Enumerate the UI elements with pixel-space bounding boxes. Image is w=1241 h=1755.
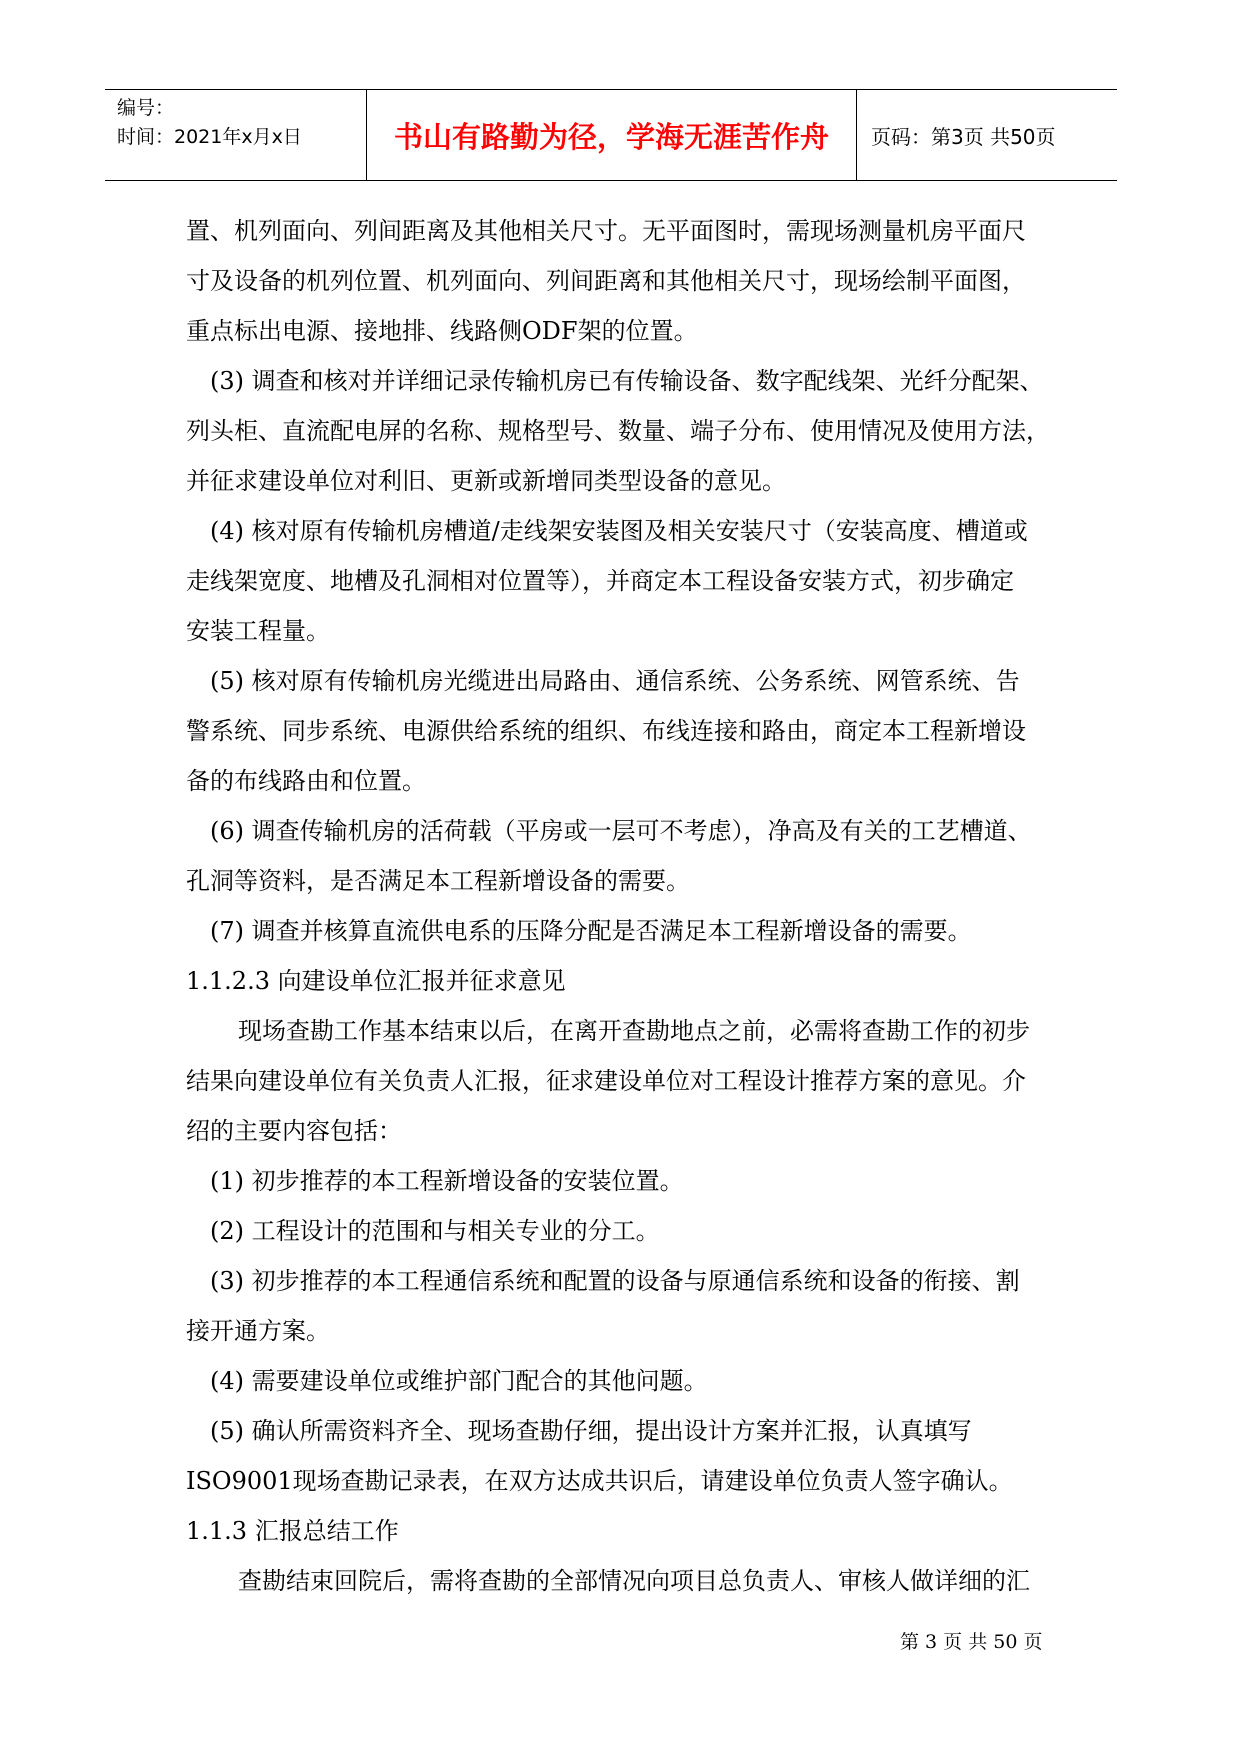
paragraph-start: 查勘结束回院后，需将查勘的全部情况向项目总负责人、审核人做详细的汇: [238, 1567, 1030, 1595]
body-line: 重点标出电源、接地排、线路侧ODF架的位置。: [186, 317, 698, 345]
document-date: 时间：2021年x月x日: [117, 126, 302, 148]
list-item-5: (5) 确认所需资料齐全、现场查勘仔细，提出设计方案并汇报，认真填写: [210, 1417, 972, 1445]
list-item-1: (1) 初步推荐的本工程新增设备的安装位置。: [210, 1167, 684, 1195]
list-item-5: (5) 核对原有传输机房光缆进出局路由、通信系统、公务系统、网管系统、告: [210, 667, 1020, 695]
body-line: 绍的主要内容包括：: [186, 1117, 402, 1145]
body-line: 备的布线路由和位置。: [186, 767, 426, 795]
body-line: 安装工程量。: [186, 617, 330, 645]
body-line: 置、机列面向、列间距离及其他相关尺寸。无平面图时，需现场测量机房平面尺: [186, 217, 1026, 245]
page-footer-number: 第 3 页 共 50 页: [900, 1631, 1043, 1653]
list-item-3: (3) 初步推荐的本工程通信系统和配置的设备与原通信系统和设备的衔接、割: [210, 1267, 1020, 1295]
body-line: 寸及设备的机列位置、机列面向、列间距离和其他相关尺寸，现场绘制平面图，: [186, 267, 1026, 295]
list-item-2: (2) 工程设计的范围和与相关专业的分工。: [210, 1217, 660, 1245]
list-item-6: (6) 调查传输机房的活荷载（平房或一层可不考虑），净高及有关的工艺槽道、: [210, 817, 1032, 845]
header-motto: 书山有路勤为径，学海无涯苦作舟: [393, 119, 829, 154]
header-left-cell: [105, 90, 367, 180]
body-line: ISO9001现场查勘记录表，在双方达成共识后，请建设单位负责人签字确认。: [186, 1467, 1013, 1495]
body-line: 列头柜、直流配电屏的名称、规格型号、数量、端子分布、使用情况及使用方法，: [186, 417, 1050, 445]
paragraph-start: 现场查勘工作基本结束以后，在离开查勘地点之前，必需将查勘工作的初步: [238, 1017, 1030, 1045]
header-motto-cell: [367, 90, 857, 180]
body-line: 警系统、同步系统、电源供给系统的组织、布线连接和路由，商定本工程新增设: [186, 717, 1026, 745]
page-header: [105, 89, 1117, 181]
body-line: 孔洞等资料，是否满足本工程新增设备的需要。: [186, 867, 690, 895]
body-line: 并征求建设单位对利旧、更新或新增同类型设备的意见。: [186, 467, 786, 495]
section-heading-1-1-3: 1.1.3 汇报总结工作: [186, 1517, 399, 1545]
body-line: 结果向建设单位有关负责人汇报，征求建设单位对工程设计推荐方案的意见。介: [186, 1067, 1026, 1095]
list-item-4: (4) 核对原有传输机房槽道/走线架安装图及相关安装尺寸（安装高度、槽道或: [210, 517, 1028, 545]
list-item-3: (3) 调查和核对并详细记录传输机房已有传输设备、数字配线架、光纤分配架、: [210, 367, 1044, 395]
header-page-label: 页码：第3页 共50页: [871, 124, 1056, 149]
section-heading-1-1-2-3: 1.1.2.3 向建设单位汇报并征求意见: [186, 967, 566, 995]
body-line: 走线架宽度、地槽及孔洞相对位置等），并商定本工程设备安装方式，初步确定: [186, 567, 1014, 595]
header-page-cell: [857, 90, 1117, 180]
list-item-7: (7) 调查并核算直流供电系的压降分配是否满足本工程新增设备的需要。: [210, 917, 972, 945]
body-line: 接开通方案。: [186, 1317, 330, 1345]
document-number-label: 编号：: [117, 97, 175, 119]
document-body: [186, 206, 1066, 1606]
list-item-4: (4) 需要建设单位或维护部门配合的其他问题。: [210, 1367, 708, 1395]
